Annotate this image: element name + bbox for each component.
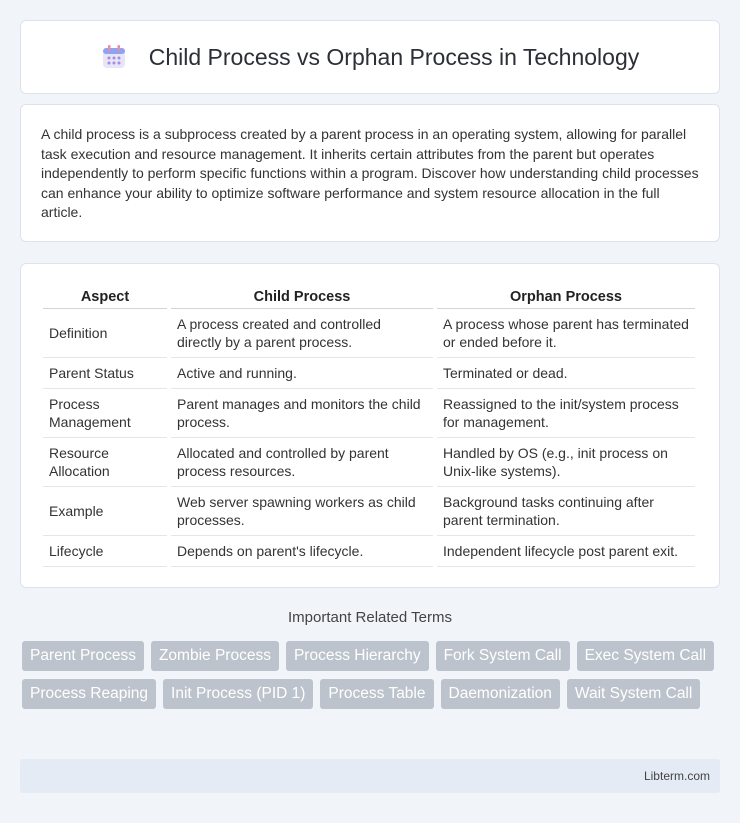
tag-daemonization[interactable]: Daemonization (441, 679, 560, 709)
tag-process-reaping[interactable]: Process Reaping (22, 679, 156, 709)
cell-child: Depends on parent's lifecycle. (171, 536, 433, 567)
cell-aspect: Resource Allocation (43, 438, 167, 487)
cell-orphan: A process whose parent has terminated or ended before it. (437, 309, 695, 358)
header-card (20, 20, 720, 94)
related-terms-title: Important Related Terms (288, 609, 452, 626)
table-row (43, 536, 695, 567)
related-terms-list (22, 641, 722, 717)
cell-aspect: Definition (43, 309, 167, 358)
tag-wait-system-call[interactable]: Wait System Call (567, 679, 700, 709)
table-row (43, 438, 695, 487)
footer (20, 759, 720, 793)
comparison-card (20, 263, 720, 588)
cell-child: Web server spawning workers as child processes. (171, 487, 433, 536)
cell-aspect: Lifecycle (43, 536, 167, 567)
tag-zombie-process[interactable]: Zombie Process (151, 641, 279, 671)
tag-init-process[interactable]: Init Process (PID 1) (163, 679, 313, 709)
cell-child: A process created and controlled directly by a parent process. (171, 309, 433, 358)
cell-child: Parent manages and monitors the child process. (171, 389, 433, 438)
tag-process-hierarchy[interactable]: Process Hierarchy (286, 641, 429, 671)
cell-orphan: Terminated or dead. (437, 358, 695, 389)
tag-process-table[interactable]: Process Table (320, 679, 433, 709)
header-child-process: Child Process (171, 284, 433, 309)
intro-text: A child process is a subprocess created by a parent process in an operating system, allowing for parallel task execution and resource management. It inherits certain attributes from the parent but operates independently to perform specific functions within a program. Discover how understanding child processes can enhance your ability to optimize software performance and system resource allocation in the full article. (41, 126, 699, 221)
tag-exec-system-call[interactable]: Exec System Call (577, 641, 714, 671)
footer-brand-link[interactable]: Libterm.com (643, 769, 710, 783)
cell-aspect: Process Management (43, 389, 167, 438)
cell-orphan: Independent lifecycle post parent exit. (437, 536, 695, 567)
cell-child: Active and running. (171, 358, 433, 389)
table-row (43, 487, 695, 536)
header-orphan-process: Orphan Process (437, 284, 695, 309)
cell-child: Allocated and controlled by parent process resources. (171, 438, 433, 487)
cell-orphan: Reassigned to the init/system process for management. (437, 389, 695, 438)
table-row (43, 389, 695, 438)
cell-orphan: Background tasks continuing after parent termination. (437, 487, 695, 536)
tag-parent-process[interactable]: Parent Process (22, 641, 144, 671)
cell-orphan: Handled by OS (e.g., init process on Unix-like systems). (437, 438, 695, 487)
page-title: Child Process vs Orphan Process in Technology (148, 43, 640, 70)
header-aspect: Aspect (43, 284, 167, 309)
tag-fork-system-call[interactable]: Fork System Call (436, 641, 570, 671)
cell-aspect: Example (43, 487, 167, 536)
intro-card (20, 104, 720, 242)
table-row (43, 358, 695, 389)
calendar-icon (101, 44, 127, 70)
comparison-table (39, 284, 699, 567)
cell-aspect: Parent Status (43, 358, 167, 389)
table-row (43, 309, 695, 358)
table-header-row (43, 284, 695, 309)
